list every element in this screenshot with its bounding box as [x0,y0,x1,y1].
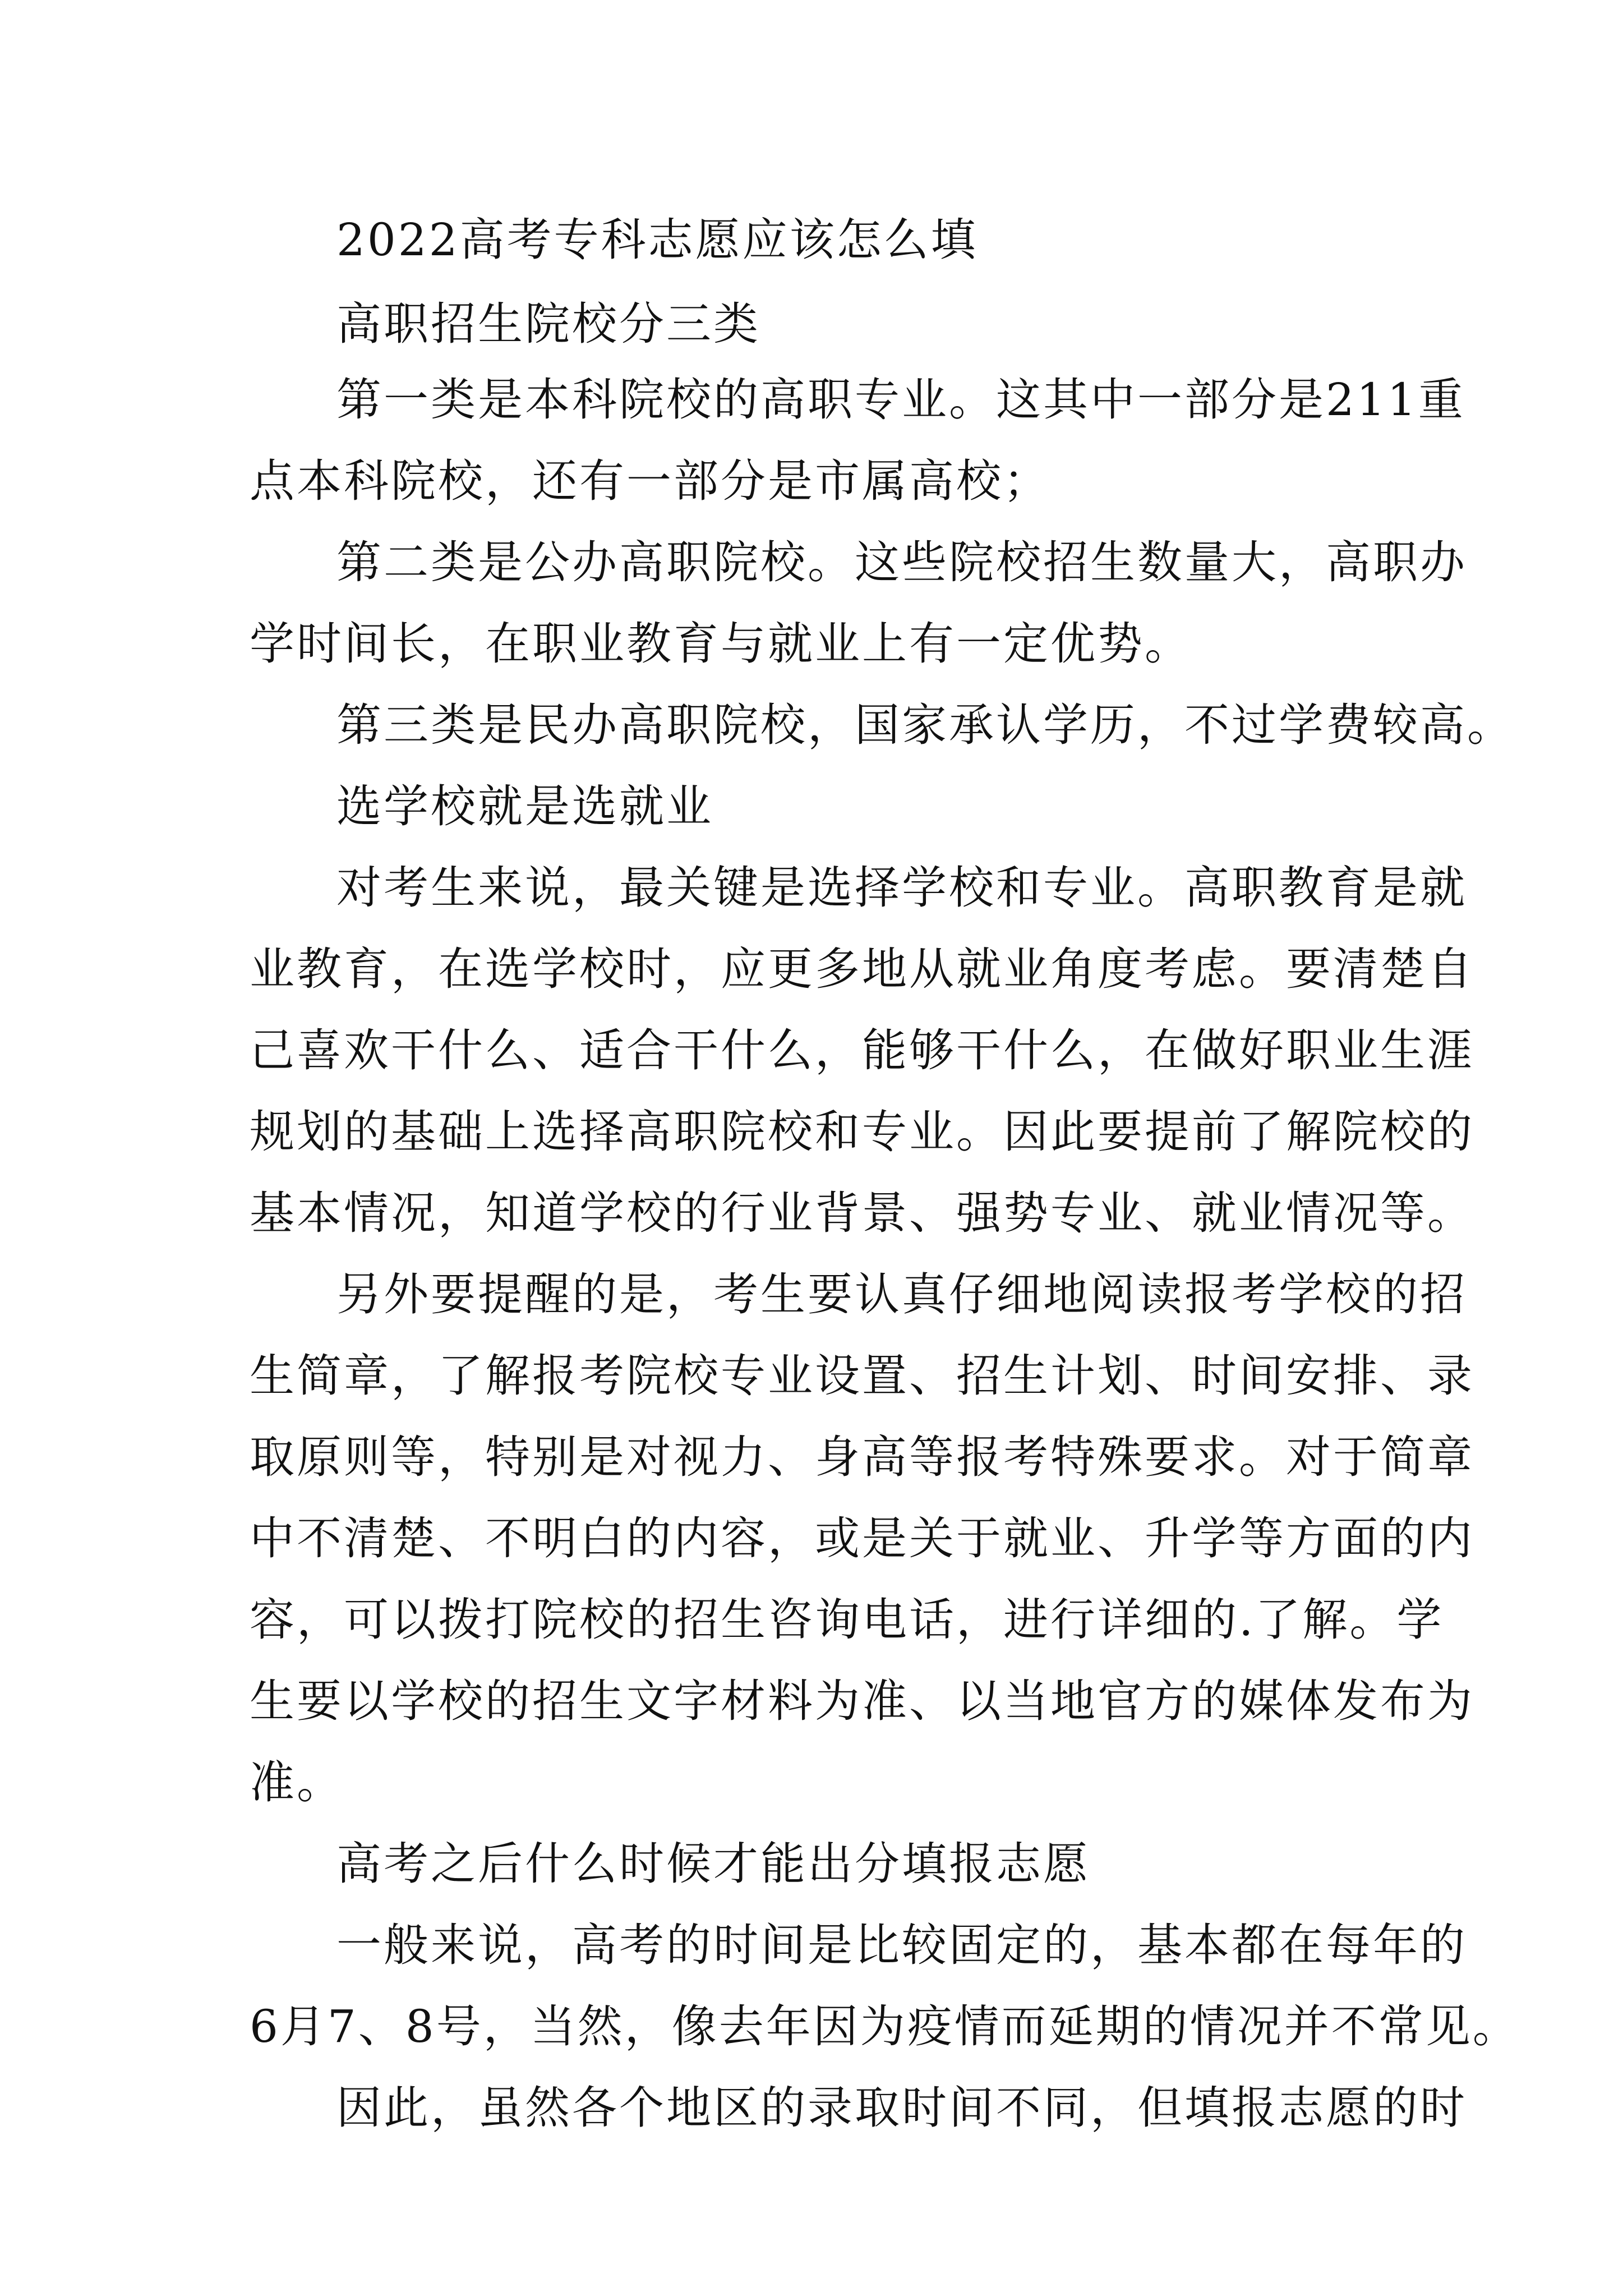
paragraph-line: 生要以学校的招生文字材料为准、以当地官方的媒体发布为 [250,1675,1474,1727]
paragraph-line: 业教育，在选学校时，应更多地从就业角度考虑。要清楚自 [250,943,1474,995]
paragraph-line: 生简章，了解报考院校专业设置、招生计划、时间安排、录 [250,1350,1474,1402]
paragraph-line: 因此，虽然各个地区的录取时间不同，但填报志愿的时 [336,2082,1467,2134]
document-title: 2022高考专科志愿应该怎么填 [336,214,978,266]
section-heading: 高考之后什么时候才能出分填报志愿 [336,1838,1090,1890]
paragraph-line: 学时间长，在职业教育与就业上有一定优势。 [250,618,1192,670]
paragraph-line: 基本情况，知道学校的行业背景、强势专业、就业情况等。 [250,1187,1474,1239]
paragraph-line: 容，可以拨打院校的招生咨询电话，进行详细的.了解。学 [250,1594,1444,1646]
paragraph-line: 对考生来说，最关键是选择学校和专业。高职教育是就 [336,862,1467,914]
paragraph-line: 第三类是民办高职院校，国家承认学历，不过学费较高。 [336,699,1514,751]
paragraph-line: 第二类是公办高职院校。这些院校招生数量大，高职办 [336,536,1467,588]
paragraph-line: 取原则等，特别是对视力、身高等报考特殊要求。对于简章 [250,1431,1474,1483]
paragraph-line: 6月7、8号，当然，像去年因为疫情而延期的情况并不常见。 [250,2000,1520,2053]
paragraph-line: 准。 [250,1756,344,1809]
paragraph-line: 第一类是本科院校的高职专业。这其中一部分是211重 [336,374,1465,426]
paragraph-line: 一般来说，高考的时间是比较固定的，基本都在每年的 [336,1919,1467,1971]
paragraph-line: 中不清楚、不明白的内容，或是关于就业、升学等方面的内 [250,1512,1474,1565]
paragraph-line: 另外要提醒的是，考生要认真仔细地阅读报考学校的招 [336,1268,1467,1320]
section-heading: 选学校就是选就业 [336,780,713,832]
paragraph-line: 己喜欢干什么、适合干什么，能够干什么，在做好职业生涯 [250,1024,1474,1076]
paragraph-line: 点本科院校，还有一部分是市属高校； [250,455,1050,507]
section-heading: 高职招生院校分三类 [336,298,760,350]
paragraph-line: 规划的基础上选择高职院校和专业。因此要提前了解院校的 [250,1106,1474,1158]
